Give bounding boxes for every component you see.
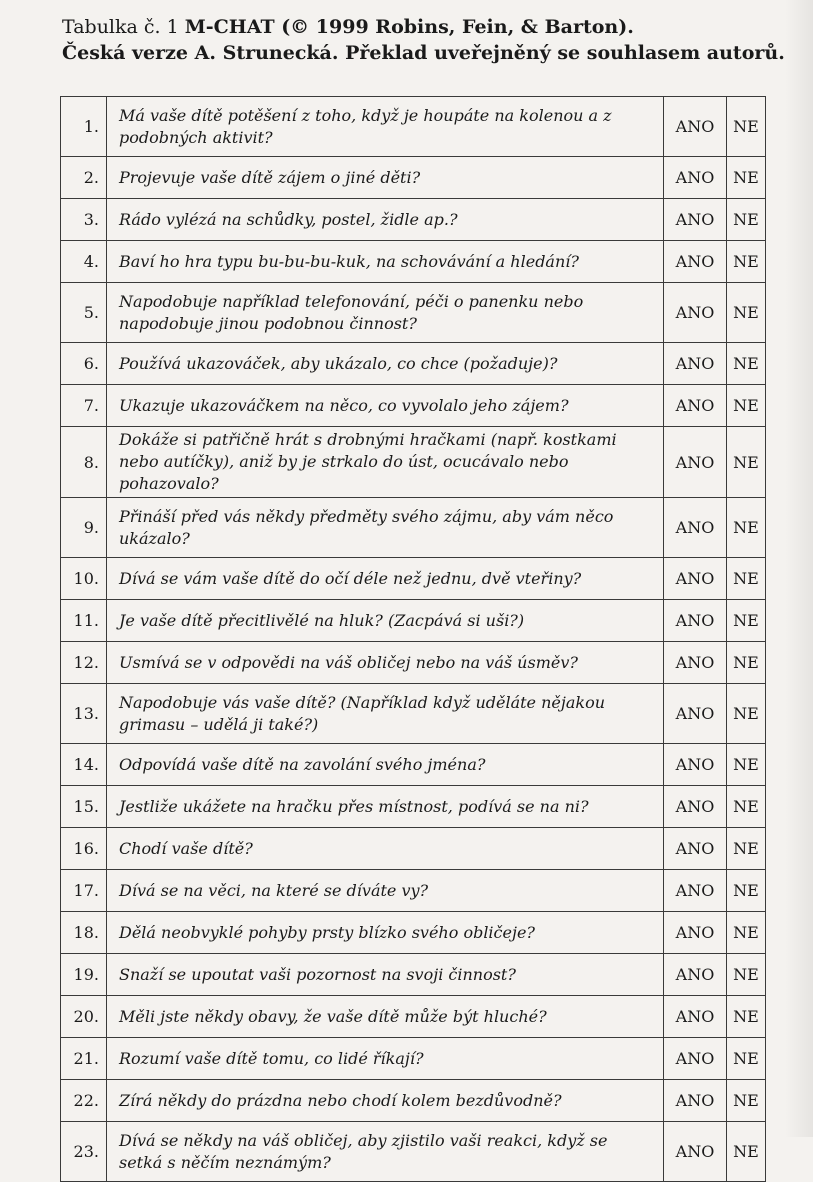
answer-no-option[interactable]: NE bbox=[727, 1038, 766, 1080]
question-row bbox=[61, 1080, 766, 1122]
question-number: 23. bbox=[61, 1122, 107, 1182]
question-text: Dělá neobvyklé pohyby prsty blízko svého obličeje? bbox=[107, 912, 664, 954]
answer-yes-option[interactable]: ANO bbox=[664, 427, 727, 498]
answer-no-option[interactable]: NE bbox=[727, 343, 766, 385]
question-text: Má vaše dítě potěšení z toho, když je houpáte na kolenou a z podobných aktivit? bbox=[107, 97, 664, 157]
answer-yes-option[interactable]: ANO bbox=[664, 870, 727, 912]
answer-yes-option[interactable]: ANO bbox=[664, 157, 727, 199]
answer-yes-option[interactable]: ANO bbox=[664, 97, 727, 157]
question-number: 10. bbox=[61, 558, 107, 600]
answer-no-option[interactable]: NE bbox=[727, 199, 766, 241]
answer-yes-option[interactable]: ANO bbox=[664, 600, 727, 642]
question-number: 20. bbox=[61, 996, 107, 1038]
answer-no-option[interactable]: NE bbox=[727, 870, 766, 912]
answer-no-option[interactable]: NE bbox=[727, 642, 766, 684]
answer-no-option[interactable]: NE bbox=[727, 385, 766, 427]
question-row bbox=[61, 343, 766, 385]
mchat-questionnaire-table bbox=[60, 96, 766, 1182]
answer-no-option[interactable]: NE bbox=[727, 157, 766, 199]
question-row bbox=[61, 744, 766, 786]
question-number: 4. bbox=[61, 241, 107, 283]
question-text: Usmívá se v odpovědi na váš obličej nebo na váš úsměv? bbox=[107, 642, 664, 684]
answer-yes-option[interactable]: ANO bbox=[664, 558, 727, 600]
question-row bbox=[61, 1122, 766, 1182]
answer-no-option[interactable]: NE bbox=[727, 786, 766, 828]
question-number: 21. bbox=[61, 1038, 107, 1080]
answer-no-option[interactable]: NE bbox=[727, 684, 766, 744]
answer-no-option[interactable]: NE bbox=[727, 912, 766, 954]
question-text: Napodobuje například telefonování, péči o panenku nebo napodobuje jinou podobnou činnost? bbox=[107, 283, 664, 343]
question-row bbox=[61, 498, 766, 558]
question-text: Měli jste někdy obavy, že vaše dítě může být hluché? bbox=[107, 996, 664, 1038]
question-number: 13. bbox=[61, 684, 107, 744]
question-text: Napodobuje vás vaše dítě? (Například když uděláte nějakou grimasu – udělá ji také?) bbox=[107, 684, 664, 744]
answer-no-option[interactable]: NE bbox=[727, 241, 766, 283]
answer-yes-option[interactable]: ANO bbox=[664, 1122, 727, 1182]
answer-yes-option[interactable]: ANO bbox=[664, 241, 727, 283]
question-number: 12. bbox=[61, 642, 107, 684]
answer-no-option[interactable]: NE bbox=[727, 744, 766, 786]
answer-no-option[interactable]: NE bbox=[727, 828, 766, 870]
answer-yes-option[interactable]: ANO bbox=[664, 1080, 727, 1122]
question-row bbox=[61, 283, 766, 343]
answer-no-option[interactable]: NE bbox=[727, 996, 766, 1038]
question-number: 22. bbox=[61, 1080, 107, 1122]
answer-no-option[interactable]: NE bbox=[727, 1080, 766, 1122]
question-row bbox=[61, 157, 766, 199]
question-number: 3. bbox=[61, 199, 107, 241]
question-text: Snaží se upoutat vaši pozornost na svoji činnost? bbox=[107, 954, 664, 996]
question-text: Odpovídá vaše dítě na zavolání svého jména? bbox=[107, 744, 664, 786]
question-number: 17. bbox=[61, 870, 107, 912]
answer-no-option[interactable]: NE bbox=[727, 283, 766, 343]
question-row bbox=[61, 97, 766, 157]
answer-no-option[interactable]: NE bbox=[727, 498, 766, 558]
question-row bbox=[61, 600, 766, 642]
question-row bbox=[61, 427, 766, 498]
question-text: Rozumí vaše dítě tomu, co lidé říkají? bbox=[107, 1038, 664, 1080]
answer-yes-option[interactable]: ANO bbox=[664, 786, 727, 828]
answer-yes-option[interactable]: ANO bbox=[664, 385, 727, 427]
question-number: 11. bbox=[61, 600, 107, 642]
question-number: 18. bbox=[61, 912, 107, 954]
question-text: Dokáže si patřičně hrát s drobnými hračkami (např. kostkami nebo autíčky), aniž by je strkalo do úst, ocucávalo nebo pohazovalo? bbox=[107, 427, 664, 498]
question-number: 7. bbox=[61, 385, 107, 427]
answer-yes-option[interactable]: ANO bbox=[664, 642, 727, 684]
question-row bbox=[61, 558, 766, 600]
answer-yes-option[interactable]: ANO bbox=[664, 1038, 727, 1080]
caption-line-1 bbox=[62, 14, 802, 40]
answer-no-option[interactable]: NE bbox=[727, 97, 766, 157]
question-row bbox=[61, 912, 766, 954]
question-number: 15. bbox=[61, 786, 107, 828]
question-row bbox=[61, 996, 766, 1038]
question-text: Dívá se někdy na váš obličej, aby zjistilo vaši reakci, když se setká s něčím neznámým? bbox=[107, 1122, 664, 1182]
question-text: Zírá někdy do prázdna nebo chodí kolem bezdůvodně? bbox=[107, 1080, 664, 1122]
answer-yes-option[interactable]: ANO bbox=[664, 996, 727, 1038]
answer-no-option[interactable]: NE bbox=[727, 600, 766, 642]
question-text: Přináší před vás někdy předměty svého zájmu, aby vám něco ukázalo? bbox=[107, 498, 664, 558]
answer-yes-option[interactable]: ANO bbox=[664, 199, 727, 241]
answer-no-option[interactable]: NE bbox=[727, 558, 766, 600]
question-text: Dívá se na věci, na které se díváte vy? bbox=[107, 870, 664, 912]
question-row bbox=[61, 870, 766, 912]
question-row bbox=[61, 828, 766, 870]
question-text: Baví ho hra typu bu-bu-bu-kuk, na schovávání a hledání? bbox=[107, 241, 664, 283]
question-number: 19. bbox=[61, 954, 107, 996]
question-text: Projevuje vaše dítě zájem o jiné děti? bbox=[107, 157, 664, 199]
page-edge-shadow bbox=[785, 0, 813, 1137]
question-number: 14. bbox=[61, 744, 107, 786]
question-number: 8. bbox=[61, 427, 107, 498]
question-text: Ukazuje ukazováčkem na něco, co vyvolalo jeho zájem? bbox=[107, 385, 664, 427]
question-number: 1. bbox=[61, 97, 107, 157]
question-row bbox=[61, 786, 766, 828]
question-row bbox=[61, 684, 766, 744]
question-row bbox=[61, 954, 766, 996]
question-row bbox=[61, 199, 766, 241]
caption-subtitle: Česká verze A. Strunecká. Překlad uveřejněný se souhlasem autorů. bbox=[62, 42, 785, 64]
question-row bbox=[61, 385, 766, 427]
question-text: Používá ukazováček, aby ukázalo, co chce (požaduje)? bbox=[107, 343, 664, 385]
answer-yes-option[interactable]: ANO bbox=[664, 744, 727, 786]
question-text: Dívá se vám vaše dítě do očí déle než jednu, dvě vteřiny? bbox=[107, 558, 664, 600]
question-number: 6. bbox=[61, 343, 107, 385]
question-text: Je vaše dítě přecitlivělé na hluk? (Zacpává si uši?) bbox=[107, 600, 664, 642]
caption-title: M-CHAT (© 1999 Robins, Fein, & Barton). bbox=[184, 16, 634, 38]
table-caption bbox=[62, 14, 802, 66]
question-text: Jestliže ukážete na hračku přes místnost, podívá se na ni? bbox=[107, 786, 664, 828]
question-number: 9. bbox=[61, 498, 107, 558]
answer-yes-option[interactable]: ANO bbox=[664, 912, 727, 954]
question-text: Chodí vaše dítě? bbox=[107, 828, 664, 870]
question-number: 2. bbox=[61, 157, 107, 199]
answer-yes-option[interactable]: ANO bbox=[664, 684, 727, 744]
question-row bbox=[61, 1038, 766, 1080]
questionnaire-body bbox=[61, 97, 766, 1182]
answer-yes-option[interactable]: ANO bbox=[664, 954, 727, 996]
question-number: 5. bbox=[61, 283, 107, 343]
question-row bbox=[61, 241, 766, 283]
answer-no-option[interactable]: NE bbox=[727, 954, 766, 996]
question-row bbox=[61, 642, 766, 684]
answer-no-option[interactable]: NE bbox=[727, 427, 766, 498]
answer-yes-option[interactable]: ANO bbox=[664, 828, 727, 870]
answer-yes-option[interactable]: ANO bbox=[664, 283, 727, 343]
answer-no-option[interactable]: NE bbox=[727, 1122, 766, 1182]
question-text: Rádo vylézá na schůdky, postel, židle ap.? bbox=[107, 199, 664, 241]
answer-yes-option[interactable]: ANO bbox=[664, 343, 727, 385]
answer-yes-option[interactable]: ANO bbox=[664, 498, 727, 558]
question-number: 16. bbox=[61, 828, 107, 870]
caption-label: Tabulka č. 1 bbox=[62, 16, 179, 38]
